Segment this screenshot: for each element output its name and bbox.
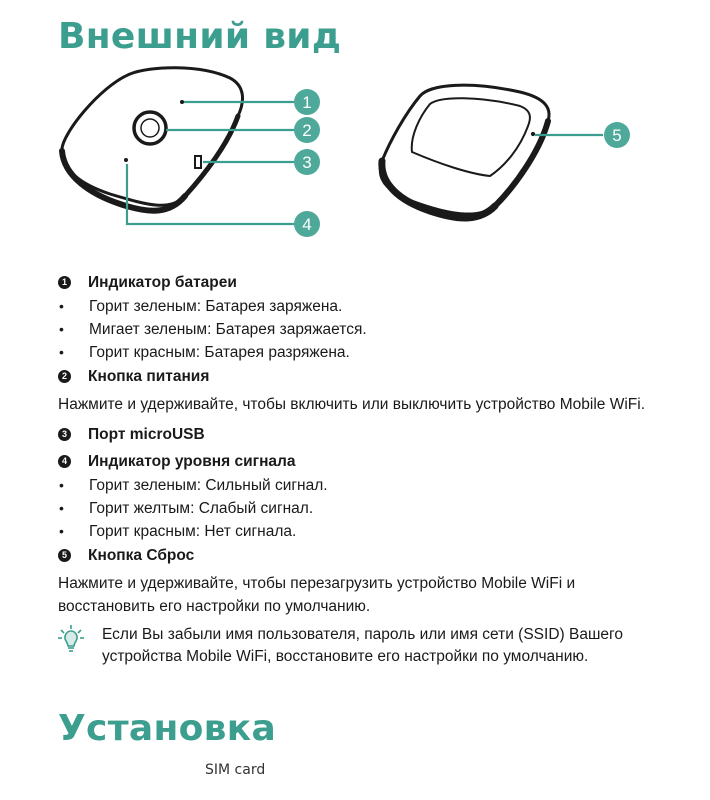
item-heading-usb xyxy=(58,422,658,447)
list-item: • Горит желтым: Слабый сигнал. xyxy=(58,497,658,520)
item-heading-power xyxy=(58,364,658,389)
item-heading-battery xyxy=(58,270,658,295)
callout-3 xyxy=(294,149,320,175)
tip-note xyxy=(58,624,658,668)
number-badge: 5 xyxy=(58,549,71,562)
sim-card-label: SIM card xyxy=(205,762,266,778)
svg-text:1: 1 xyxy=(302,93,312,112)
section-heading-installation: Установка xyxy=(58,708,277,749)
callout-4 xyxy=(294,211,320,237)
bullet-text: Горит зеленым: Батарея заряжена. xyxy=(89,298,343,315)
tip-text: Если Вы забыли имя пользователя, пароль или имя сети (SSID) Вашего устройства Mobile WiFi, восстановите его настройки по умолчанию. xyxy=(102,626,623,665)
list-item: • Горит зеленым: Батарея заряжена. xyxy=(58,295,658,318)
svg-text:4: 4 xyxy=(302,215,312,234)
callout-1 xyxy=(294,89,320,115)
device-front-illustration xyxy=(62,68,243,211)
svg-text:3: 3 xyxy=(302,153,312,172)
svg-text:2: 2 xyxy=(302,121,312,140)
list-item: • Горит красным: Нет сигнала. xyxy=(58,520,658,543)
item-title: Порт microUSB xyxy=(88,426,205,443)
item-heading-reset xyxy=(58,543,658,568)
item-title: Индикатор батареи xyxy=(88,274,237,291)
device-illustrations xyxy=(0,56,710,246)
item-description: Нажмите и удерживайте, чтобы включить или выключить устройство Mobile WiFi. xyxy=(58,396,645,413)
bullet-text: Горит желтым: Слабый сигнал. xyxy=(89,500,314,517)
section-heading-appearance: Внешний вид xyxy=(58,16,342,57)
number-badge: 1 xyxy=(58,276,71,289)
item-title: Кнопка питания xyxy=(88,368,210,385)
callout-2 xyxy=(294,117,320,143)
lightbulb-icon xyxy=(58,624,102,668)
number-badge: 4 xyxy=(58,455,71,468)
list-item: • Горит зеленым: Сильный сигнал. xyxy=(58,474,658,497)
item-heading-signal xyxy=(58,449,658,474)
bullet-text: Горит красным: Нет сигнала. xyxy=(89,523,297,540)
features-list xyxy=(58,270,658,624)
number-badge: 3 xyxy=(58,428,71,441)
bullet-text: Горит красным: Батарея разряжена. xyxy=(89,344,350,361)
svg-text:5: 5 xyxy=(612,126,622,145)
list-item: • Мигает зеленым: Батарея заряжается. xyxy=(58,318,658,341)
number-badge: 2 xyxy=(58,370,71,383)
item-title: Кнопка Сброс xyxy=(88,547,195,564)
item-description: Нажмите и удерживайте, чтобы перезагрузить устройство Mobile WiFi и восстановить его настройки по умолчанию. xyxy=(58,575,576,615)
list-item: • Горит красным: Батарея разряжена. xyxy=(58,341,658,364)
item-title: Индикатор уровня сигнала xyxy=(88,453,296,470)
callout-5 xyxy=(604,122,630,148)
bullet-text: Мигает зеленым: Батарея заряжается. xyxy=(89,321,367,338)
bullet-text: Горит зеленым: Сильный сигнал. xyxy=(89,477,328,494)
device-back-illustration xyxy=(380,85,549,218)
